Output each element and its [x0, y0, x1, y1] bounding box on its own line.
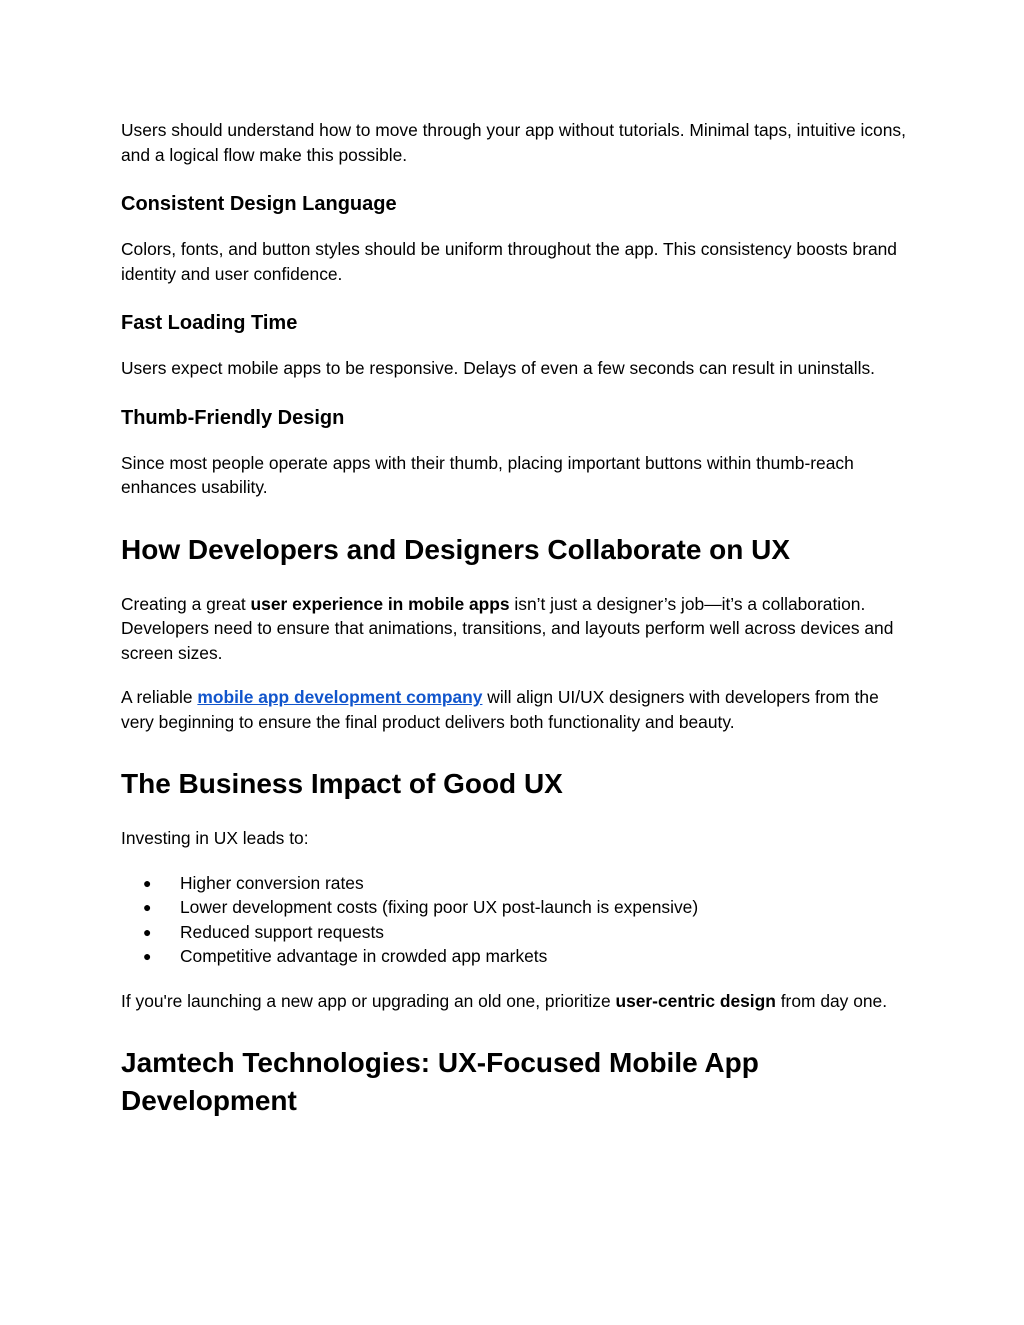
list-item-text: Higher conversion rates — [180, 872, 364, 893]
bullet-icon: ● — [143, 948, 152, 964]
mobile-app-development-company-link[interactable]: mobile app development company — [197, 687, 483, 707]
heading-jamtech: Jamtech Technologies: UX-Focused Mobile App Development — [121, 1047, 759, 1116]
heading-fast-loading: Fast Loading Time — [121, 312, 298, 334]
intro-paragraph: Users should understand how to move through your app without tutorials. Minimal taps, intuitive icons, and a logical flow make this possible. — [121, 120, 906, 165]
list-item — [121, 895, 906, 920]
document-page — [121, 118, 906, 1120]
list-item-text: Reduced support requests — [180, 921, 384, 942]
bullet-icon: ● — [143, 874, 152, 891]
bullet-icon: ● — [143, 923, 152, 940]
paragraph-collaborate-1-end: isn’t just a designer’s job—it’s a collaboration. Developers need to ensure that animations, transitions, and layouts perform well across devices and screen sizes. — [121, 593, 894, 663]
paragraph-fast-loading: Users expect mobile apps to be responsive. Delays of even a few seconds can result in uninstalls. — [121, 358, 875, 378]
paragraph-closing — [121, 989, 906, 1014]
heading-business-impact: The Business Impact of Good UX — [121, 768, 563, 799]
paragraph-collaborate-2-end: will align UI/UX designers with developers from the very beginning to ensure the final product delivers both functionality and beauty. — [121, 687, 879, 732]
paragraph-collaborate-2-start: A reliable — [121, 687, 198, 707]
bold-user-experience: user experience in mobile apps — [250, 593, 510, 614]
paragraph-collaborate-1 — [121, 592, 906, 666]
paragraph-thumb-friendly: Since most people operate apps with their thumb, placing important buttons within thumb-reach enhances usability. — [121, 452, 854, 497]
paragraph-collaborate-2 — [121, 685, 906, 734]
paragraph-consistent-design: Colors, fonts, and button styles should be uniform throughout the app. This consistency boosts brand identity and user confidence. — [121, 239, 897, 284]
paragraph-closing-end: from day one. — [775, 990, 888, 1011]
benefits-list — [121, 871, 906, 969]
list-item — [121, 871, 906, 896]
paragraph-investing: Investing in UX leads to: — [121, 828, 309, 848]
paragraph-collaborate-1-start: Creating a great — [121, 593, 251, 614]
heading-collaborate: How Developers and Designers Collaborate on UX — [121, 533, 791, 565]
bullet-icon: ● — [143, 899, 152, 915]
paragraph-closing-start: If you're launching a new app or upgrading an old one, prioritize — [121, 990, 616, 1011]
list-item — [121, 920, 906, 945]
heading-consistent-design: Consistent Design Language — [121, 193, 397, 215]
list-item-text: Lower development costs (fixing poor UX post-launch is expensive) — [180, 897, 699, 917]
bold-user-centric-design: user-centric design — [615, 990, 776, 1011]
list-item-text: Competitive advantage in crowded app markets — [180, 946, 548, 966]
heading-thumb-friendly: Thumb-Friendly Design — [121, 406, 345, 429]
list-item — [121, 944, 906, 969]
